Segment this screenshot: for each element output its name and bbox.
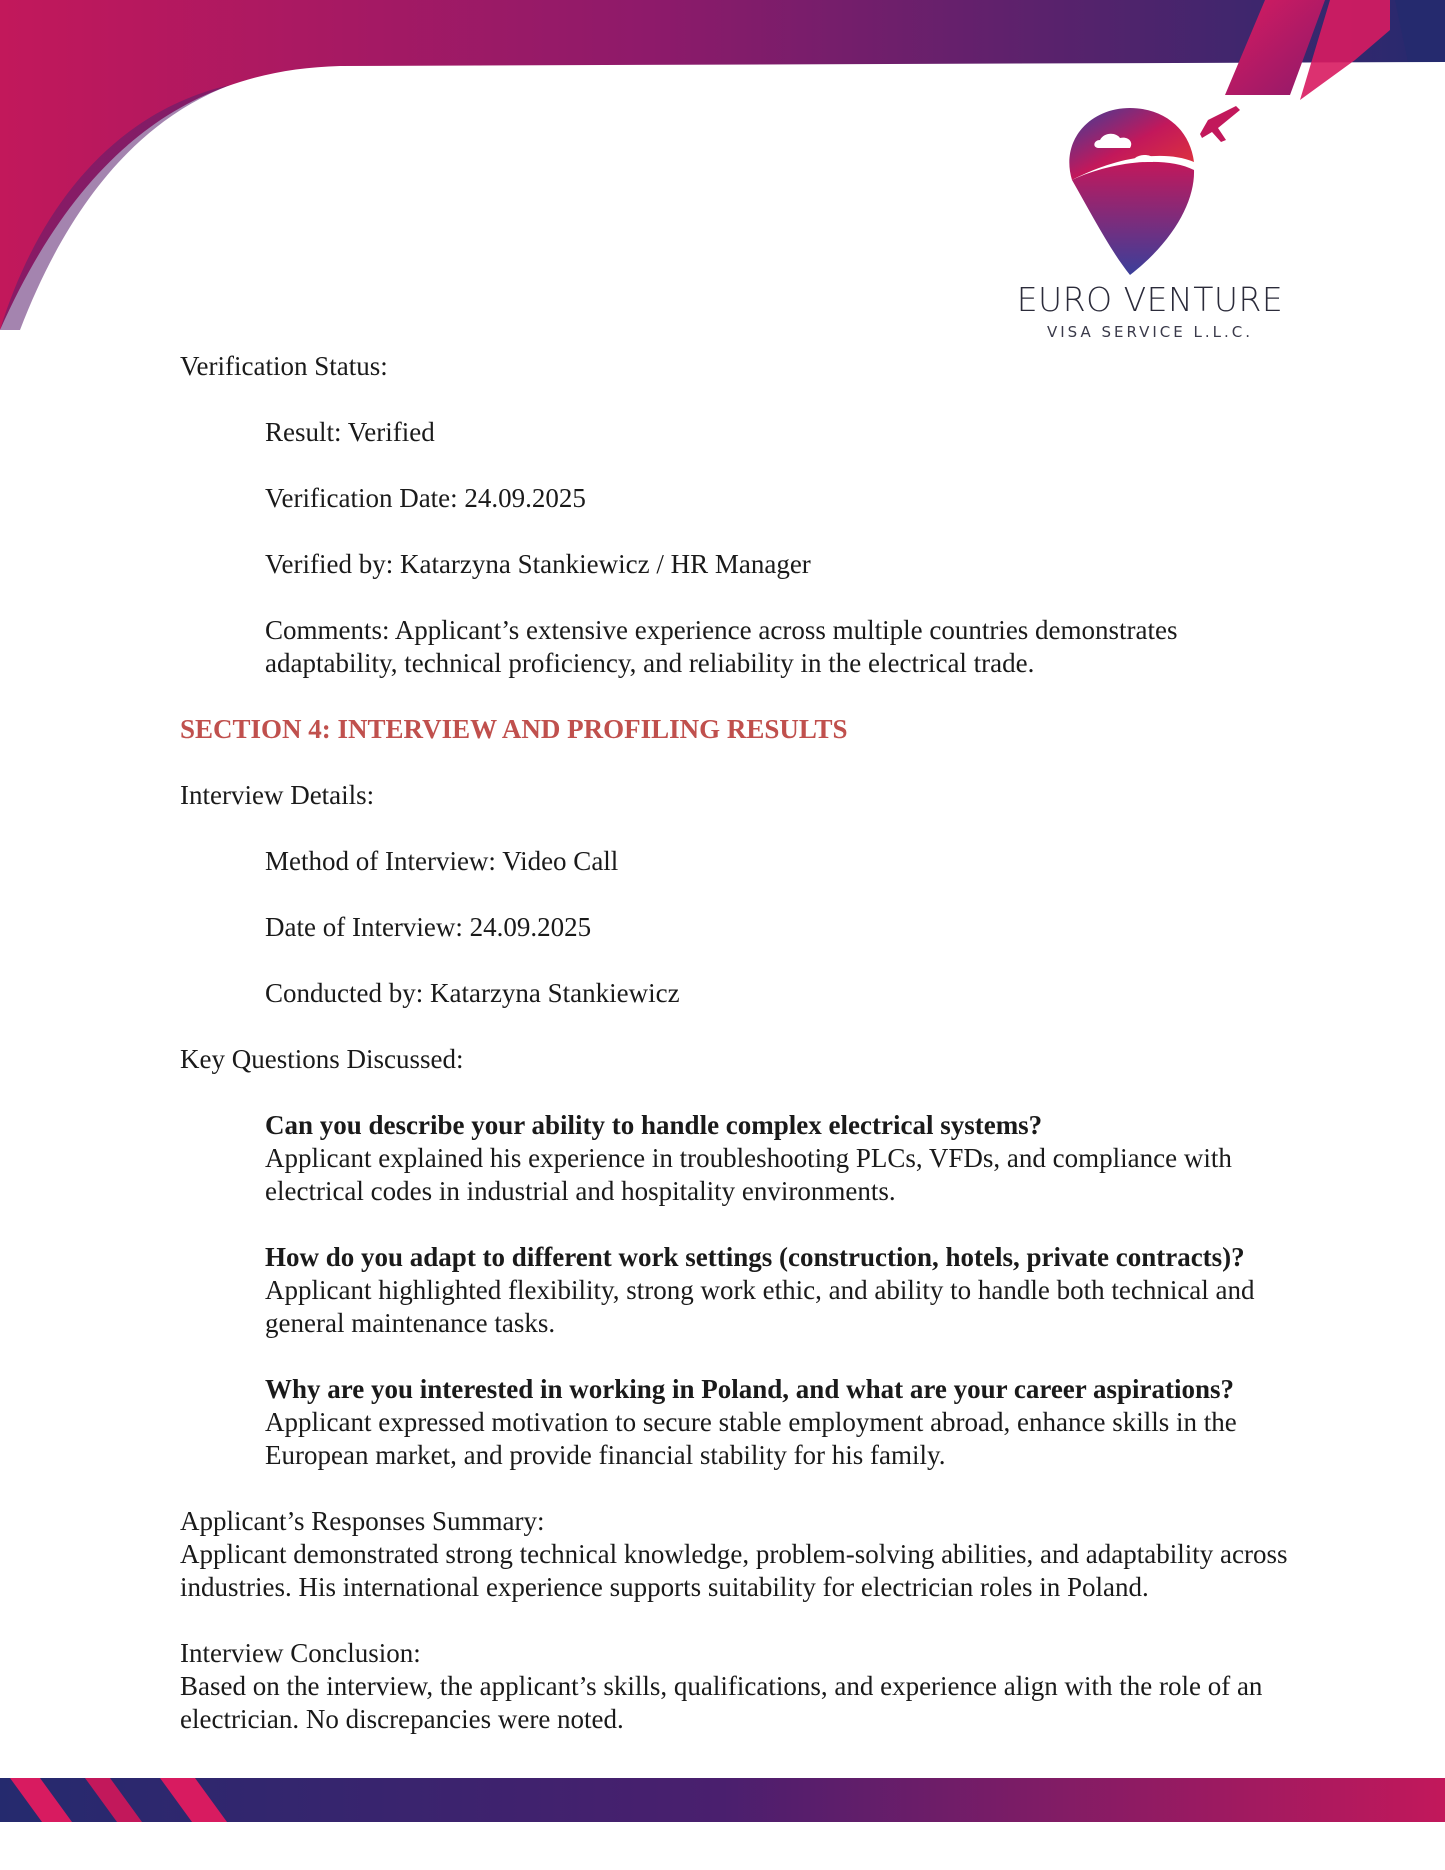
answer-2-line-2: general maintenance tasks.: [265, 1308, 556, 1338]
verification-comments-line-2: adaptability, technical proficiency, and reliability in the electrical trade.: [265, 648, 1035, 678]
answer-2-line-1: Applicant highlighted flexibility, strong work ethic, and ability to handle both technical and: [265, 1275, 1255, 1305]
verification-comments-line-1: Comments: Applicant’s extensive experience across multiple countries demonstrates: [265, 615, 1178, 645]
map-pin-airplane-icon: [1000, 100, 1300, 280]
interview-method: Method of Interview: Video Call: [265, 846, 619, 876]
verified-by: Verified by: Katarzyna Stankiewicz / HR Manager: [265, 549, 811, 579]
verification-result: Result: Verified: [265, 417, 435, 447]
logo-company-subtitle: VISA SERVICE L.L.C.: [1046, 323, 1253, 341]
verification-date: Verification Date: 24.09.2025: [265, 483, 586, 513]
logo-company-name: EURO VENTURE: [1016, 280, 1284, 319]
answer-1-line-2: electrical codes in industrial and hospitality environments.: [265, 1176, 896, 1206]
question-1: Can you describe your ability to handle complex electrical systems?: [265, 1110, 1043, 1140]
section-4-title: SECTION 4: INTERVIEW AND PROFILING RESULTS: [180, 714, 848, 744]
document-body: [180, 350, 1350, 1736]
footer-band-decoration: [0, 1778, 1445, 1822]
responses-summary-heading: Applicant’s Responses Summary:: [180, 1506, 545, 1536]
question-3: Why are you interested in working in Poland, and what are your career aspirations?: [265, 1374, 1235, 1404]
question-2: How do you adapt to different work settings (construction, hotels, private contracts)?: [265, 1242, 1245, 1272]
interview-conclusion-heading: Interview Conclusion:: [180, 1638, 421, 1668]
company-logo: [1000, 100, 1300, 350]
key-questions-heading: Key Questions Discussed:: [180, 1044, 464, 1074]
interview-conclusion-line-2: electrician. No discrepancies were noted.: [180, 1704, 624, 1734]
interview-conclusion-line-1: Based on the interview, the applicant’s skills, qualifications, and experience align with the role of an: [180, 1671, 1263, 1701]
answer-3-line-1: Applicant expressed motivation to secure stable employment abroad, enhance skills in the: [265, 1407, 1237, 1437]
responses-summary-line-1: Applicant demonstrated strong technical knowledge, problem-solving abilities, and adaptability across: [180, 1539, 1288, 1569]
interview-details-heading: Interview Details:: [180, 780, 375, 810]
responses-summary-line-2: industries. His international experience supports suitability for electrician roles in Poland.: [180, 1572, 1149, 1602]
verification-status-heading: Verification Status:: [180, 351, 388, 381]
interview-date: Date of Interview: 24.09.2025: [265, 912, 592, 942]
answer-3-line-2: European market, and provide financial stability for his family.: [265, 1440, 946, 1470]
interview-conducted-by: Conducted by: Katarzyna Stankiewicz: [265, 978, 680, 1008]
answer-1-line-1: Applicant explained his experience in troubleshooting PLCs, VFDs, and compliance with: [265, 1143, 1232, 1173]
